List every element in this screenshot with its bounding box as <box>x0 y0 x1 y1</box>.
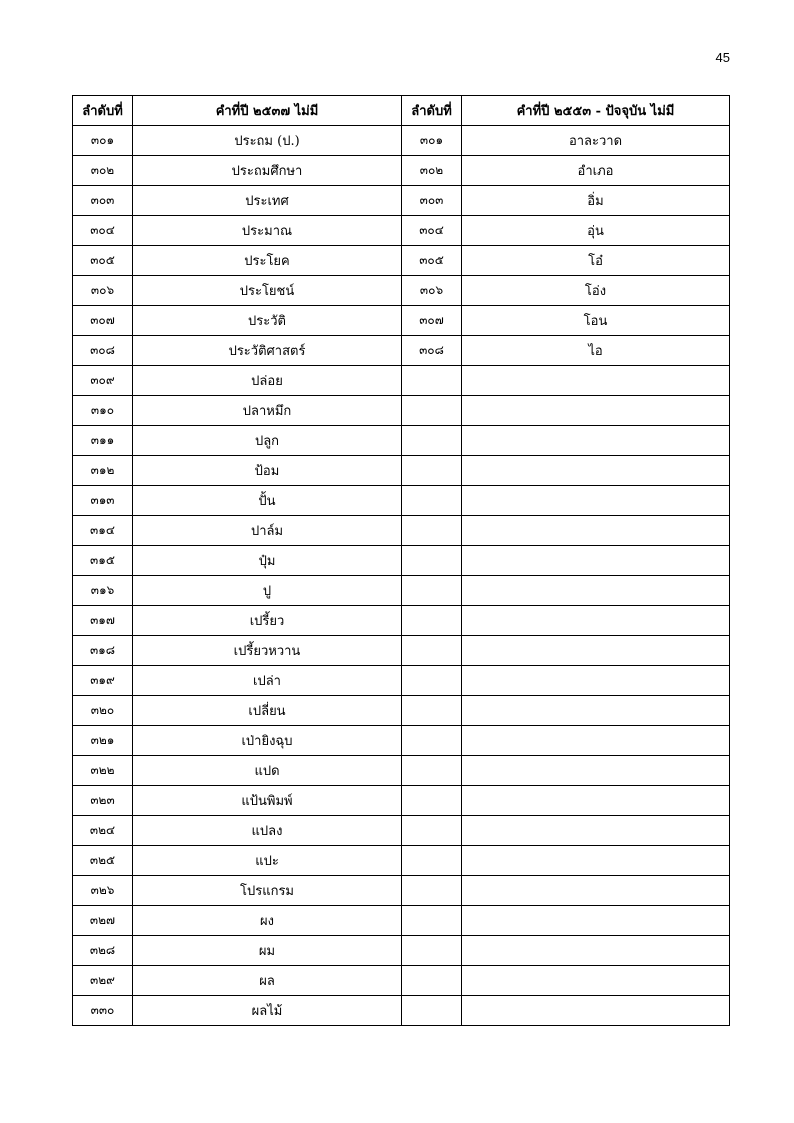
word-2537-cell: แปลง <box>133 816 402 846</box>
order-right-cell <box>402 636 462 666</box>
table-row <box>73 966 730 996</box>
order-left-cell: ๓๒๖ <box>73 876 133 906</box>
table-row <box>73 936 730 966</box>
word-2553-cell <box>462 816 730 846</box>
order-left-cell: ๓๐๘ <box>73 336 133 366</box>
word-2553-cell <box>462 516 730 546</box>
order-left-cell: ๓๒๓ <box>73 786 133 816</box>
table-header-row <box>73 96 730 126</box>
word-2553-cell <box>462 936 730 966</box>
word-2537-cell: ปลูก <box>133 426 402 456</box>
table-row <box>73 156 730 186</box>
order-right-cell: ๓๐๗ <box>402 306 462 336</box>
word-2553-cell: อาละวาด <box>462 126 730 156</box>
order-left-cell: ๓๐๖ <box>73 276 133 306</box>
order-left-cell: ๓๒๙ <box>73 966 133 996</box>
order-right-cell <box>402 366 462 396</box>
table-row <box>73 726 730 756</box>
order-left-cell: ๓๐๓ <box>73 186 133 216</box>
order-right-cell <box>402 546 462 576</box>
word-2537-cell: ประมาณ <box>133 216 402 246</box>
order-left-cell: ๓๐๙ <box>73 366 133 396</box>
word-2537-cell: ประถม (ป.) <box>133 126 402 156</box>
header-order-left: ลำดับที่ <box>73 96 133 126</box>
table-row <box>73 756 730 786</box>
order-right-cell <box>402 516 462 546</box>
order-right-cell <box>402 606 462 636</box>
word-2537-cell: ป้อม <box>133 456 402 486</box>
order-left-cell: ๓๐๒ <box>73 156 133 186</box>
order-left-cell: ๓๑๙ <box>73 666 133 696</box>
table-row <box>73 216 730 246</box>
table-row <box>73 276 730 306</box>
word-2537-cell: เปรี้ยวหวาน <box>133 636 402 666</box>
word-2553-cell <box>462 426 730 456</box>
word-2537-cell: ปลาหมึก <box>133 396 402 426</box>
order-left-cell: ๓๑๗ <box>73 606 133 636</box>
word-2537-cell: ปุ๋ม <box>133 546 402 576</box>
order-left-cell: ๓๒๗ <box>73 906 133 936</box>
table-row <box>73 996 730 1026</box>
table-row <box>73 456 730 486</box>
word-2553-cell <box>462 456 730 486</box>
order-left-cell: ๓๑๘ <box>73 636 133 666</box>
table-row <box>73 636 730 666</box>
table-row <box>73 906 730 936</box>
header-words-2553: คำที่ปี ๒๕๕๓ - ปัจจุบัน ไม่มี <box>462 96 730 126</box>
order-right-cell <box>402 696 462 726</box>
order-right-cell: ๓๐๓ <box>402 186 462 216</box>
word-2537-cell: ผล <box>133 966 402 996</box>
order-right-cell <box>402 456 462 486</box>
order-right-cell: ๓๐๕ <box>402 246 462 276</box>
word-2553-cell <box>462 546 730 576</box>
order-left-cell: ๓๐๗ <box>73 306 133 336</box>
word-2553-cell <box>462 696 730 726</box>
word-2537-cell: เปรี้ยว <box>133 606 402 636</box>
word-2537-cell: ประเทศ <box>133 186 402 216</box>
order-left-cell: ๓๒๔ <box>73 816 133 846</box>
table-row <box>73 426 730 456</box>
table-row <box>73 786 730 816</box>
table-row <box>73 336 730 366</box>
order-left-cell: ๓๒๕ <box>73 846 133 876</box>
table-row <box>73 396 730 426</box>
order-left-cell: ๓๑๒ <box>73 456 133 486</box>
order-right-cell <box>402 876 462 906</box>
order-right-cell <box>402 816 462 846</box>
order-left-cell: ๓๒๑ <box>73 726 133 756</box>
word-2537-cell: โปรแกรม <box>133 876 402 906</box>
table-row <box>73 666 730 696</box>
order-left-cell: ๓๒๘ <box>73 936 133 966</box>
table-row <box>73 876 730 906</box>
order-right-cell: ๓๐๔ <box>402 216 462 246</box>
word-2553-cell <box>462 366 730 396</box>
word-2537-cell: แปะ <box>133 846 402 876</box>
order-right-cell: ๓๐๖ <box>402 276 462 306</box>
word-2537-cell: ปู <box>133 576 402 606</box>
table-row <box>73 546 730 576</box>
word-2537-cell: แป้นพิมพ์ <box>133 786 402 816</box>
table-row <box>73 846 730 876</box>
word-2553-cell <box>462 486 730 516</box>
word-2553-cell <box>462 846 730 876</box>
word-2537-cell: ปล่อย <box>133 366 402 396</box>
order-right-cell <box>402 786 462 816</box>
order-left-cell: ๓๑๑ <box>73 426 133 456</box>
table-row <box>73 696 730 726</box>
word-2553-cell <box>462 726 730 756</box>
table-row <box>73 516 730 546</box>
order-right-cell <box>402 426 462 456</box>
order-right-cell <box>402 996 462 1026</box>
order-left-cell: ๓๒๐ <box>73 696 133 726</box>
order-right-cell <box>402 966 462 996</box>
order-left-cell: ๓๑๔ <box>73 516 133 546</box>
word-2553-cell <box>462 756 730 786</box>
word-2553-cell <box>462 606 730 636</box>
word-2553-cell <box>462 636 730 666</box>
page-number: 45 <box>715 50 730 65</box>
order-right-cell <box>402 726 462 756</box>
word-2553-cell: อิ่ม <box>462 186 730 216</box>
word-2553-cell: โอ่ง <box>462 276 730 306</box>
word-2553-cell <box>462 996 730 1026</box>
word-2553-cell <box>462 576 730 606</box>
order-right-cell <box>402 846 462 876</box>
order-left-cell: ๓๑๐ <box>73 396 133 426</box>
word-2537-cell: ผลไม้ <box>133 996 402 1026</box>
header-words-2537: คำที่ปี ๒๕๓๗ ไม่มี <box>133 96 402 126</box>
order-right-cell <box>402 906 462 936</box>
table-row <box>73 576 730 606</box>
word-2537-cell: ประโยชน์ <box>133 276 402 306</box>
word-2553-cell <box>462 396 730 426</box>
order-left-cell: ๓๐๕ <box>73 246 133 276</box>
order-left-cell: ๓๐๑ <box>73 126 133 156</box>
table-row <box>73 246 730 276</box>
word-2537-cell: เปลี่ยน <box>133 696 402 726</box>
word-2553-cell: โอ๋ <box>462 246 730 276</box>
order-right-cell: ๓๐๒ <box>402 156 462 186</box>
order-right-cell: ๓๐๑ <box>402 126 462 156</box>
table-row <box>73 486 730 516</box>
order-right-cell <box>402 486 462 516</box>
order-right-cell <box>402 396 462 426</box>
table-body <box>73 126 730 1026</box>
order-right-cell <box>402 576 462 606</box>
word-2537-cell: แปด <box>133 756 402 786</box>
table-row <box>73 306 730 336</box>
table-row <box>73 606 730 636</box>
word-2553-cell <box>462 966 730 996</box>
word-2537-cell: ปั้น <box>133 486 402 516</box>
word-comparison-table <box>72 95 730 1026</box>
word-2537-cell: ประวัติ <box>133 306 402 336</box>
word-2553-cell: อุ่น <box>462 216 730 246</box>
word-2553-cell <box>462 666 730 696</box>
word-2537-cell: เป่ายิงฉุบ <box>133 726 402 756</box>
order-right-cell: ๓๐๘ <box>402 336 462 366</box>
order-left-cell: ๓๓๐ <box>73 996 133 1026</box>
order-left-cell: ๓๑๓ <box>73 486 133 516</box>
word-2553-cell <box>462 876 730 906</box>
order-left-cell: ๓๑๖ <box>73 576 133 606</box>
word-2553-cell: อำเภอ <box>462 156 730 186</box>
word-2553-cell: โอน <box>462 306 730 336</box>
order-left-cell: ๓๑๕ <box>73 546 133 576</box>
word-2537-cell: ประโยค <box>133 246 402 276</box>
word-2537-cell: ผง <box>133 906 402 936</box>
word-2553-cell <box>462 906 730 936</box>
order-left-cell: ๓๐๔ <box>73 216 133 246</box>
order-right-cell <box>402 936 462 966</box>
table-row <box>73 816 730 846</box>
word-2537-cell: ประวัติศาสตร์ <box>133 336 402 366</box>
table-row <box>73 126 730 156</box>
table-row <box>73 366 730 396</box>
word-2553-cell: ไอ <box>462 336 730 366</box>
order-right-cell <box>402 756 462 786</box>
table-row <box>73 186 730 216</box>
word-2537-cell: ผม <box>133 936 402 966</box>
order-right-cell <box>402 666 462 696</box>
header-order-right: ลำดับที่ <box>402 96 462 126</box>
word-2537-cell: เปล่า <box>133 666 402 696</box>
word-2537-cell: ประถมศึกษา <box>133 156 402 186</box>
word-2537-cell: ปาล์ม <box>133 516 402 546</box>
order-left-cell: ๓๒๒ <box>73 756 133 786</box>
word-2553-cell <box>462 786 730 816</box>
